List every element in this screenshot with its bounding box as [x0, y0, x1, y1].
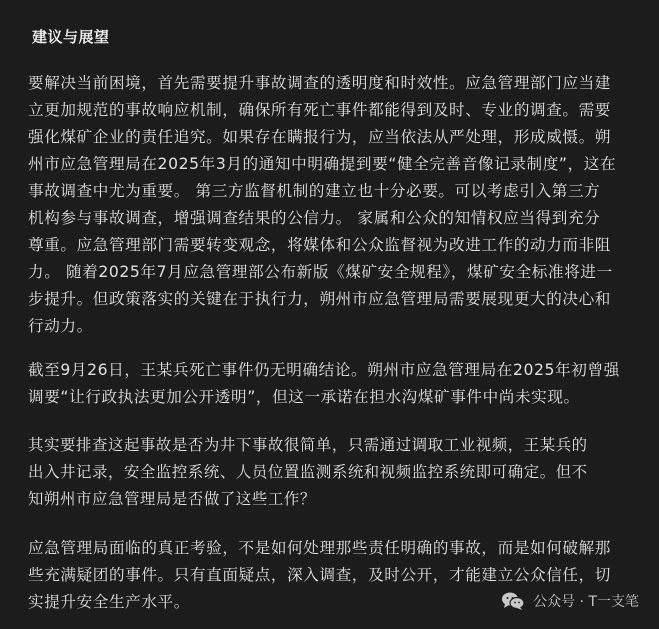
paragraph-line: 知朔州市应急管理局是否做了这些工作？	[28, 490, 316, 508]
paragraph-line: 机构参与事故调查，增强调查结果的公信力。 家属和公众的知情权应当得到充分	[28, 209, 601, 227]
paragraph-line: 事故调查中尤为重要。 第三方监督机制的建立也十分必要。可以考虑引入第三方	[28, 182, 601, 200]
watermark-text: 公众号 · T一支笔	[533, 594, 639, 610]
paragraph-investigation	[28, 432, 588, 513]
paragraph-line: 截至9月26日，王某兵死亡事件仍无明确结论。朔州市应急管理局在2025年初曾强	[28, 361, 620, 379]
paragraph-line: 些充满疑团的事件。只有直面疑点，深入调查，及时公开，才能建立公众信任，切	[28, 566, 611, 584]
wechat-icon	[501, 591, 525, 611]
paragraph-line: 出入井记录，安全监控系统、人员位置监测系统和视频监控系统即可确定。但不	[28, 463, 588, 481]
paragraph-line: 尊重。应急管理部门需要转变观念，将媒体和公众监督视为改进工作的动力而非阻	[28, 236, 611, 254]
paragraph-recommendations	[28, 70, 616, 340]
paragraph-line: 调要“让行政执法更加公开透明”，但这一承诺在担水沟煤矿事件中尚未实现。	[28, 388, 580, 406]
paragraph-line: 实提升安全生产水平。	[28, 593, 190, 611]
paragraph-line: 州市应急管理局在2025年3月的通知中明确提到要“健全完善音像记录制度”，这在	[28, 155, 617, 173]
paragraph-line: 应急管理局面临的真正考验，不是如何处理那些责任明确的事故，而是如何破解那	[28, 539, 611, 557]
paragraph-status	[28, 357, 620, 411]
watermark	[501, 591, 639, 611]
paragraph-line: 要解决当前困境，首先需要提升事故调查的透明度和时效性。应急管理部门应当建	[28, 74, 611, 92]
paragraph-line: 立更加规范的事故响应机制，确保所有死亡事件都能得到及时、专业的调查。需要	[28, 101, 611, 119]
paragraph-line: 其实要排查这起事故是否为井下事故很简单，只需通过调取工业视频，王某兵的	[28, 436, 588, 454]
section-title: 建议与展望	[32, 28, 110, 46]
paragraph-line: 步提升。但政策落实的关键在于执行力，朔州市应急管理局需要展现更大的决心和	[28, 290, 611, 308]
paragraph-line: 强化煤矿企业的责任追究。如果存在瞒报行为，应当依法从严处理，形成威慑。朔	[28, 128, 611, 146]
paragraph-line: 行动力。	[28, 317, 93, 335]
paragraph-line: 力。 随着2025年7月应急管理部公布新版《煤矿安全规程》，煤矿安全标准将进一	[28, 263, 613, 281]
